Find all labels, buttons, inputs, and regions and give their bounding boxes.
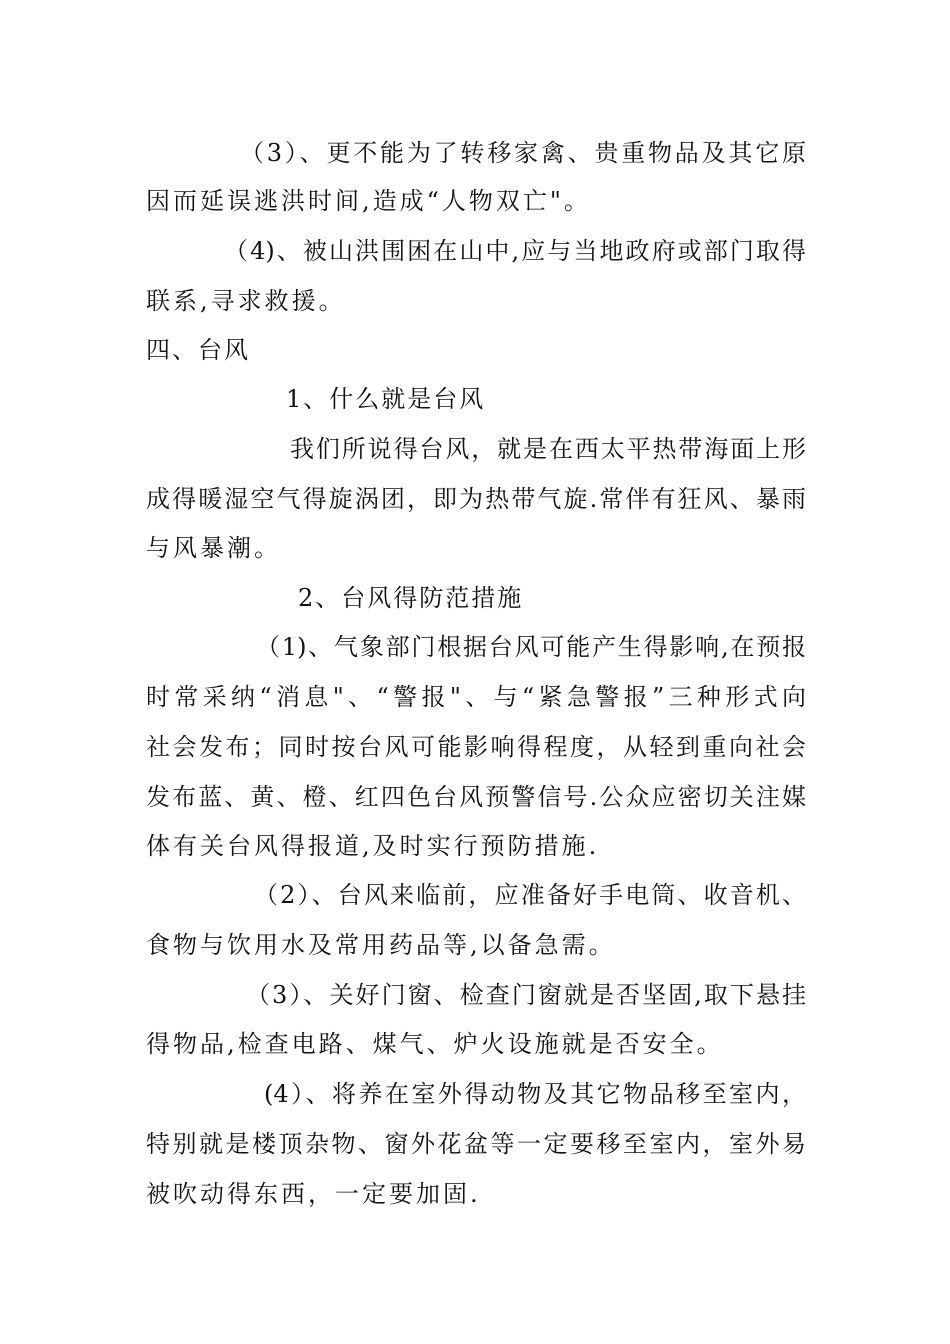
paragraph-3-line-2: 因而延误逃洪时间,造成“人物双亡"。 bbox=[146, 187, 591, 215]
definition-line-1: 我们所说得台风，就是在西太平热带海面上形 bbox=[290, 435, 806, 463]
measure-1-line-5: 体有关台风得报道,及时实行预防措施. bbox=[146, 832, 600, 860]
measure-3-line-1: （3）、关好门窗、检查门窗就是否坚固,取下悬挂 bbox=[246, 981, 806, 1009]
measure-4-line-2: 特别就是楼顶杂物、窗外花盆等一定要移至室内，室外易 bbox=[146, 1130, 806, 1158]
measure-2-line-1: （2）、台风来临前，应准备好手电筒、收音机、 bbox=[254, 881, 806, 909]
measure-2-line-2: 食物与饮用水及常用药品等,以备急需。 bbox=[146, 931, 616, 959]
measure-1-line-3: 社会发布；同时按台风可能影响得程度，从轻到重向社会 bbox=[146, 733, 806, 761]
measure-3-line-2: 得物品,检查电路、煤气、炉火设施就是否安全。 bbox=[146, 1030, 724, 1058]
definition-line-2: 成得暖湿空气得旋涡团，即为热带气旋.常伴有狂风、暴雨 bbox=[146, 485, 806, 513]
paragraph-4-line-1: （4)、被山洪围困在山中,应与当地政府或部门取得 bbox=[224, 237, 806, 265]
paragraph-3-line-1: （3）、更不能为了转移家禽、贵重物品及其它原 bbox=[240, 139, 806, 167]
measure-1-line-2: 时常采纳“消息"、“警报"、与“紧急警报”三种形式向 bbox=[146, 683, 806, 711]
measure-4-line-1: (4）、将养在室外得动物及其它物品移至室内， bbox=[264, 1080, 806, 1108]
subheading-typhoon-prevention: 2、台风得防范措施 bbox=[298, 584, 524, 612]
measure-4-line-3: 被吹动得东西，一定要加固. bbox=[146, 1180, 481, 1208]
paragraph-4-line-2: 联系,寻求救援。 bbox=[146, 287, 346, 315]
section-heading-typhoon: 四、台风 bbox=[146, 336, 250, 364]
definition-line-3: 与风暴潮。 bbox=[146, 534, 281, 562]
measure-1-line-4: 发布蓝、黄、橙、红四色台风预警信号.公众应密切关注媒 bbox=[146, 783, 806, 811]
subheading-what-is-typhoon: 1、什么就是台风 bbox=[286, 385, 486, 413]
measure-1-line-1: （1)、气象部门根据台风可能产生得影响,在预报 bbox=[256, 633, 806, 661]
